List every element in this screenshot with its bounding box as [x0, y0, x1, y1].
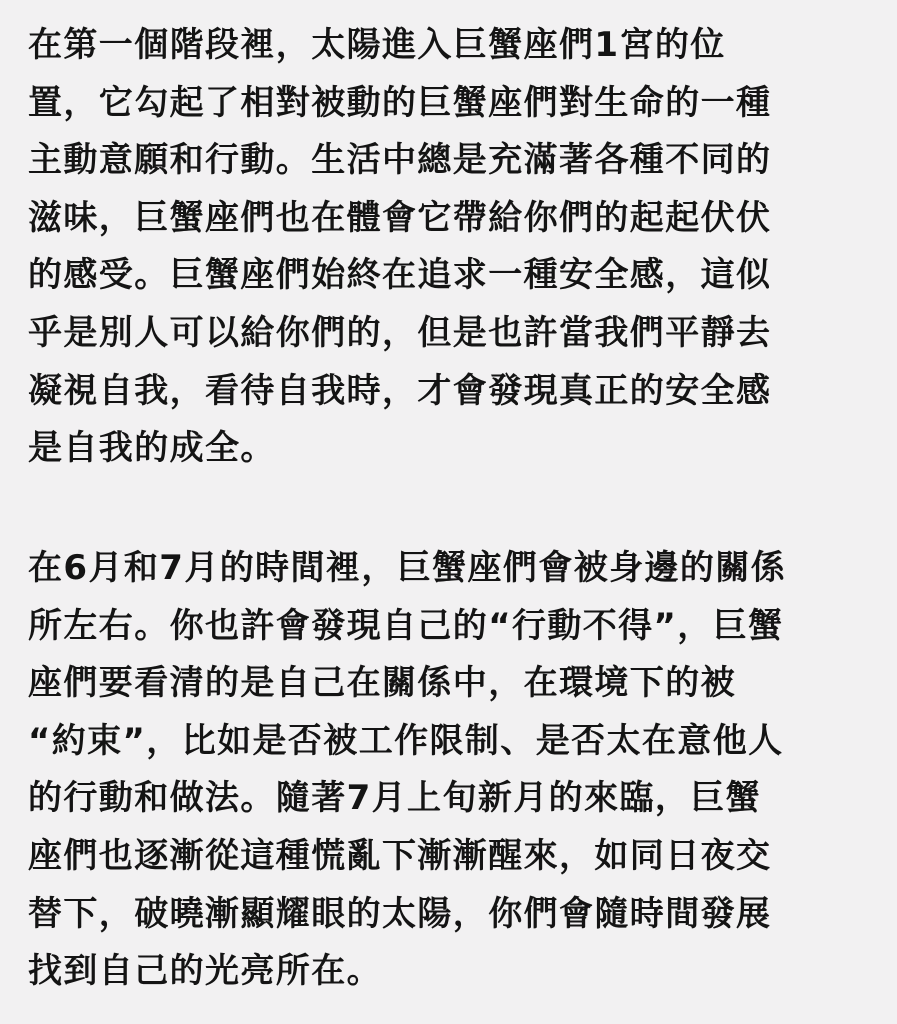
text-line: 在6月和7月的時間裡，巨蟹座們會被身邊的關係: [28, 548, 787, 588]
paragraph-1: [28, 17, 878, 478]
text-line: 的行動和做法。隨著7月上旬新月的來臨，巨蟹: [28, 778, 762, 819]
text-line: “約束”，比如是否被工作限制、是否太在意他人: [28, 720, 784, 761]
text-line: 乎是別人可以給你們的，但是也許當我們平靜去: [28, 312, 772, 353]
text-line: 座們也逐漸從這種慌亂下漸漸醒來，如同日夜交: [28, 835, 772, 876]
text-line: 座們要看清的是自己在關係中，在環境下的被: [28, 663, 736, 704]
text-line: 是自我的成全。: [28, 428, 276, 469]
text-line: 替下，破曉漸顯耀眼的太陽，你們會隨時間發展: [28, 893, 772, 934]
text-line: 滋味，巨蟹座們也在體會它帶給你們的起起伏伏: [28, 197, 772, 238]
text-line: 凝視自我，看待自我時，才會發現真正的安全感: [28, 370, 772, 411]
text-line: 主動意願和行動。生活中總是充滿著各種不同的: [28, 140, 772, 181]
text-line: 找到自己的光亮所在。: [28, 951, 382, 992]
text-line: 置，它勾起了相對被動的巨蟹座們對生命的一種: [28, 82, 772, 123]
text-line: 所左右。你也許會發現自己的“行動不得”，巨蟹: [28, 605, 784, 646]
text-line: 在第一個階段裡，太陽進入巨蟹座們1宮的位: [28, 25, 726, 65]
paragraph-2: [28, 540, 878, 1001]
text-line: 的感受。巨蟹座們始終在追求一種安全感，這似: [28, 255, 772, 296]
